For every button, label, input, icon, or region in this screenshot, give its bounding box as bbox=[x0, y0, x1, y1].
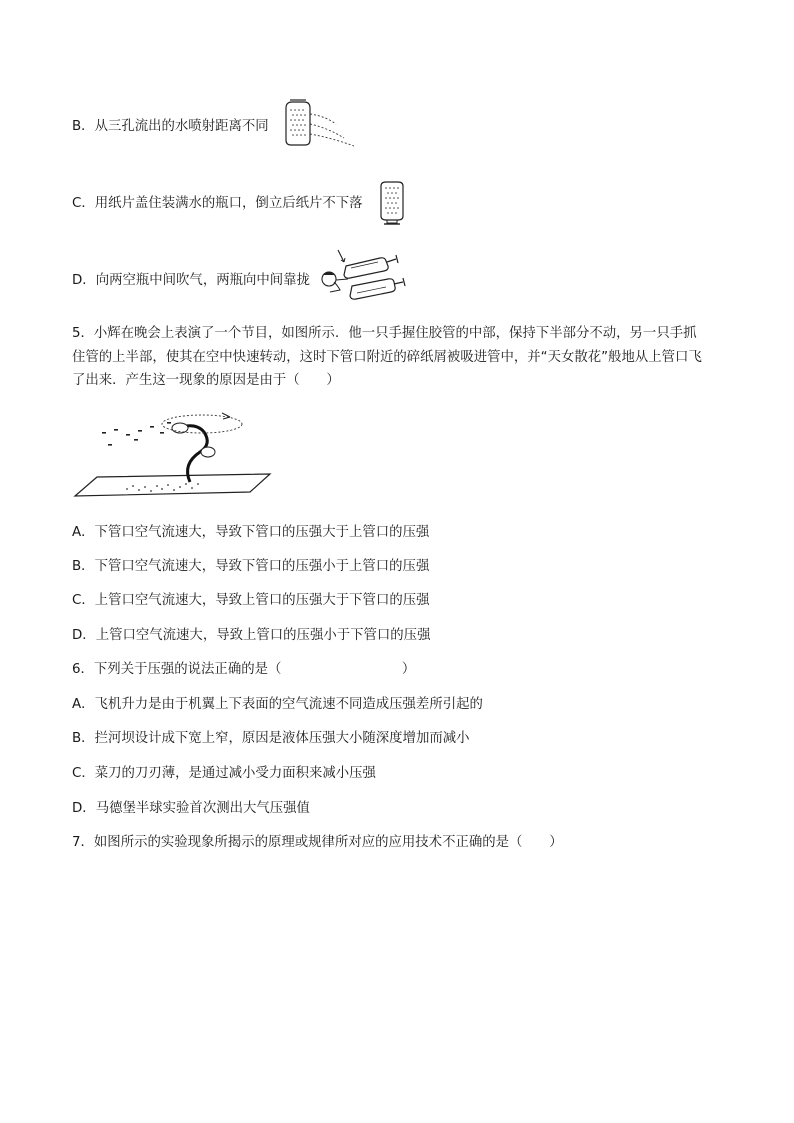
q4-option-c-text: C．用纸片盖住装满水的瓶口，倒立后纸片不下落 bbox=[72, 196, 363, 211]
q5-stem-line-1 bbox=[72, 324, 697, 344]
q5-option-c-text: C．上管口空气流速大，导致上管口的压强大于下管口的压强 bbox=[72, 593, 430, 608]
q7-stem bbox=[72, 833, 563, 853]
q5-option-b bbox=[72, 557, 429, 577]
q7-stem-text: 7．如图所示的实验现象所揭示的原理或规律所对应的应用技术不正确的是（ ） bbox=[72, 835, 563, 850]
q6-option-a bbox=[72, 695, 483, 715]
q6-option-b bbox=[72, 729, 470, 749]
q6-stem-text: 6．下列关于压强的说法正确的是（ ） bbox=[72, 662, 416, 677]
spinning-hose-figure bbox=[72, 404, 272, 500]
q6-option-d-text: D．马德堡半球实验首次测出大气压强值 bbox=[72, 801, 310, 816]
q5-option-b-text: B．下管口空气流速大，导致下管口的压强小于上管口的压强 bbox=[72, 559, 430, 574]
spinning-hose-illustration bbox=[72, 404, 272, 500]
q6-option-d bbox=[72, 799, 310, 819]
q4-option-d-text: D．向两空瓶中间吹气，两瓶向中间靠拢 bbox=[72, 273, 310, 288]
q5-option-c bbox=[72, 591, 430, 611]
blowing-between-bottles-illustration bbox=[318, 248, 410, 304]
q5-option-d-text: D．上管口空气流速大，导致上管口的压强小于下管口的压强 bbox=[72, 628, 431, 643]
q6-option-c-text: C．菜刀的刀刃薄，是通过减小受力面积来减小压强 bbox=[72, 766, 376, 781]
q5-stem-line-3-text: 了出来．产生这一现象的原因是由于（ ） bbox=[72, 373, 340, 388]
q5-option-a bbox=[72, 523, 429, 543]
q4-option-b bbox=[72, 117, 269, 137]
inverted-bottle-figure bbox=[378, 180, 406, 226]
q5-stem-line-3 bbox=[72, 371, 340, 391]
blowing-between-bottles-figure bbox=[318, 248, 410, 304]
q6-stem bbox=[72, 660, 415, 680]
q4-option-d bbox=[72, 271, 310, 291]
three-hole-bottle-figure bbox=[280, 98, 360, 150]
q5-stem-line-2 bbox=[72, 348, 702, 368]
q5-stem-line-1-text: 5．小辉在晚会上表演了一个节目，如图所示．他一只手握住胶管的中部，保持下半部分不动，另一只手抓 bbox=[72, 326, 697, 341]
q4-option-c bbox=[72, 194, 363, 214]
three-hole-bottle-illustration bbox=[280, 98, 360, 150]
q4-option-b-text: B．从三孔流出的水喷射距离不同 bbox=[72, 119, 269, 134]
inverted-bottle-illustration bbox=[378, 180, 406, 226]
q6-option-c bbox=[72, 764, 376, 784]
q5-option-a-text: A．下管口空气流速大，导致下管口的压强大于上管口的压强 bbox=[72, 525, 430, 540]
q6-option-b-text: B．拦河坝设计成下宽上窄，原因是液体压强大小随深度增加而减小 bbox=[72, 731, 470, 746]
q5-option-d bbox=[72, 626, 430, 646]
q5-stem-line-2-text: 住管的上半部，使其在空中快速转动，这时下管口附近的碎纸屑被吸进管中，并“天女散花”般地从上管口飞 bbox=[72, 350, 702, 365]
q6-option-a-text: A．飞机升力是由于机翼上下表面的空气流速不同造成压强差所引起的 bbox=[72, 697, 483, 712]
